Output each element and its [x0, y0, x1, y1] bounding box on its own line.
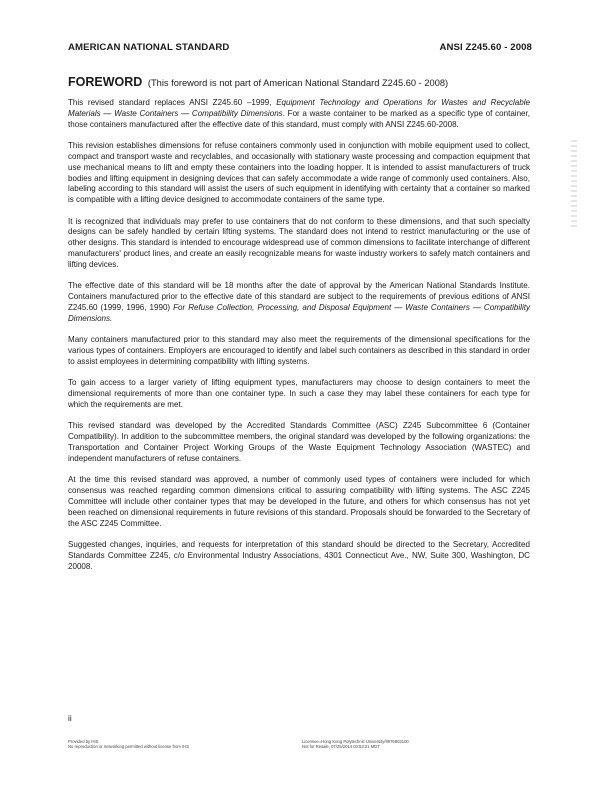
paragraph-5: Many containers manufactured prior to this standard may also meet the requirements of the dimensional specifications for the various types of containers. Employers are encouraged to identify and label such containers as described in this standard in order to assist employees in determining compatibility with lifting systems. [68, 335, 530, 366]
paragraph-4-text-a: The effective date of this standard will be 18 months after the date of approval by the American National Standards Institute. Containers manufactured prior to the effective date of this standard are subject to the requirements of previous editions of ANSI Z245.60 (1999, 1996, 1990) [68, 281, 530, 312]
page-number: ii [68, 714, 72, 723]
foreword-heading [68, 76, 530, 89]
paragraph-9: Suggested changes, inquiries, and requests for interpretation of this standard should be directed to the Secretary, Accredited Standards Committee Z245, c/o Environmental Industry Associations, 4301 Connecticut Ave., NW, Suite 300, Washington, DC 20008. [68, 539, 530, 571]
paragraph-2: This revision establishes dimensions for refuse containers commonly used in conjunction with mobile equipment used to collect, compact and transport waste and recyclables, and occasionally with stationary waste processing and compaction equipment that use mechanical means to lift and empty these containers into the loading hopper. It is intended to assist manufacturers of truck bodies and lifting equipment in designing devices that can safely accommodate a wide range of commonly used containers. Also, labeling according to this standard will assist the users of such equipment in identifying with certainty that a container so marked is compatible with a lifting device designed to accommodate containers of the same type. [68, 141, 530, 205]
running-header-left: AMERICAN NATIONAL STANDARD [68, 42, 230, 53]
paragraph-4 [68, 281, 530, 324]
footer-resale-notice: Not for Resale, 07/25/2014 03:53:21 MDT [302, 744, 380, 750]
foreword-title: FOREWORD [68, 75, 143, 89]
foreword-note: (This foreword is not part of American National Standard Z245.60 - 2008) [147, 78, 449, 88]
paragraph-1-text-a: This revised standard replaces ANSI Z245.60 –1999, [68, 98, 277, 107]
paragraph-1-italic-title: Equipment Technology and Operations for Wastes and Recyclable Materials — Waste Containers — Compatibility Dimensions [68, 98, 530, 118]
paragraph-7: This revised standard was developed by the Accredited Standards Committee (ASC) Z245 Subcommittee 6 (Container Compatibility). In addition to the subcommittee members, the original standard was developed by the following organizations: the Transportation and Container Project Working Groups of the Waste Equipment Technology Association (WASTEC) and independent manufacturers of refuse containers. [68, 421, 530, 463]
footer-left [68, 739, 189, 750]
paragraph-4-italic-title: For Refuse Collection, Processing, and Disposal Equipment — Waste Containers — Compatibility Dimensions. [68, 303, 530, 323]
footer-provider: Provided by IHS [68, 739, 99, 744]
paragraph-6: To gain access to a larger variety of lifting equipment types, manufacturers may choose to design containers to meet the dimensional requirements of more than one container type. In such a case they may label these containers for each type for which the requirements are met. [68, 378, 530, 409]
foreword-body [68, 76, 530, 583]
paragraph-1 [68, 98, 530, 131]
footer-licensee: Licensee=Hong Kong Polytechnic University/9976803100 [302, 739, 409, 744]
margin-watermark [571, 140, 577, 230]
footer-reproduction-notice: No reproduction or networking permitted without license from IHS [68, 744, 190, 750]
paragraph-3: It is recognized that individuals may prefer to use containers that do not conform to these dimensions, and that such specialty designs can be safely handled by certain lifting systems. The standard does not intend to restrict manufacturing or the use of other designs. This standard is intended to encourage widespread use of common dimensions to facilitate interchange of different manufacturers' product lines, and create an easily recognizable means for waste industry workers to safely match containers and lifting devices. [68, 216, 530, 269]
footer-right [302, 739, 409, 750]
paragraph-8: At the time this revised standard was approved, a number of commonly used types of containers were included for which consensus was reached regarding common dimensions critical to assuring compatibility with lifting systems. The ASC Z245 Committee will include other container types that may be developed in the future, and others for which consensus has not yet been reached on dimensional requirements in future revisions of this standard. Proposals should be forwarded to the Secretary of the ASC Z245 Committee. [68, 475, 530, 528]
running-header-right: ANSI Z245.60 - 2008 [439, 42, 532, 53]
paragraph-1-text-c: . For a waste container to be marked as a specific type of container, those containers manufactured after the effective date of this standard, must comply with ANSI Z245.60-2008. [68, 108, 530, 129]
